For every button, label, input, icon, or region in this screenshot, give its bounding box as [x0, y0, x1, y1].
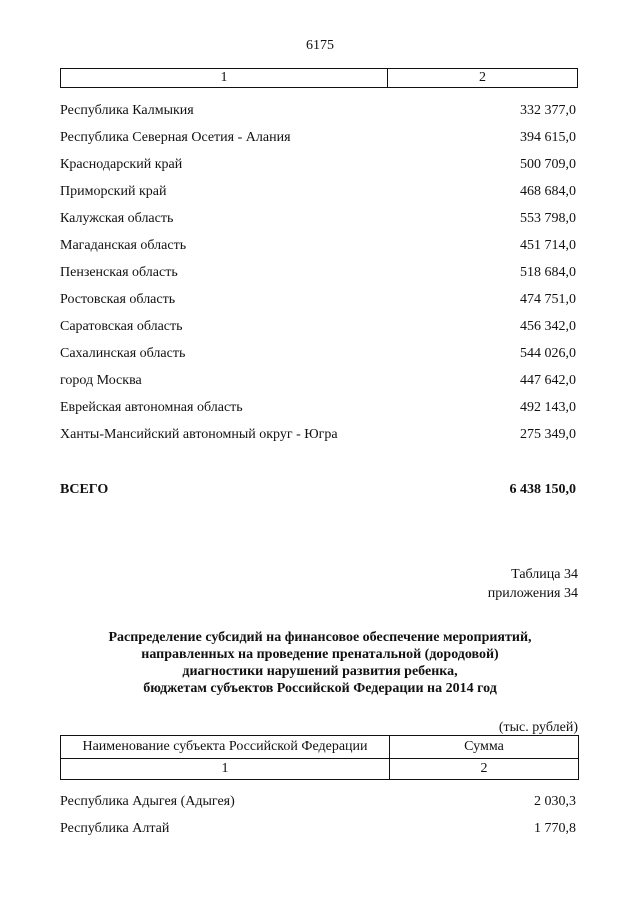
row-value: 474 751,0: [520, 292, 576, 307]
table-row: [60, 792, 576, 812]
row-name: Саратовская область: [60, 319, 183, 334]
total-row: [60, 480, 576, 500]
row-value: 447 642,0: [520, 373, 576, 388]
row-name: Республика Калмыкия: [60, 103, 194, 118]
title-line: бюджетам субъектов Российской Федерации на 2014 год: [143, 681, 497, 696]
table-number: Таблица 34: [511, 567, 578, 582]
row-value: 468 684,0: [520, 184, 576, 199]
row-value: 394 615,0: [520, 130, 576, 145]
row-value: 332 377,0: [520, 103, 576, 118]
row-name: Республика Алтай: [60, 821, 170, 836]
row-name: Краснодарский край: [60, 157, 183, 172]
table-row: [60, 182, 576, 202]
table-row: [60, 819, 576, 839]
second-table-header: [60, 735, 579, 780]
row-name: Приморский край: [60, 184, 167, 199]
row-value: 544 026,0: [520, 346, 576, 361]
row-name: Пензенская область: [60, 265, 178, 280]
table-title: [60, 629, 580, 697]
row-name: город Москва: [60, 373, 142, 388]
units-note: (тыс. рублей): [498, 720, 578, 735]
row-name: Еврейская автономная область: [60, 400, 243, 415]
row-name: Ханты-Мансийский автономный округ - Югра: [60, 427, 338, 442]
table-row: [60, 317, 576, 337]
total-value: 6 438 150,0: [509, 482, 576, 497]
second-col2-number: 2: [390, 759, 579, 780]
table-row: [60, 425, 576, 445]
row-name: Магаданская область: [60, 238, 187, 253]
table-row: [60, 236, 576, 256]
header-amount: Сумма: [390, 736, 579, 759]
row-name: Ростовская область: [60, 292, 176, 307]
appendix-number: приложения 34: [487, 586, 578, 601]
table-row: [60, 398, 576, 418]
row-name: Республика Северная Осетия - Алания: [60, 130, 291, 145]
table-row: [60, 128, 576, 148]
row-value: 1 770,8: [534, 821, 576, 836]
row-value: 518 684,0: [520, 265, 576, 280]
top-col2-number: 2: [388, 69, 578, 88]
title-line: Распределение субсидий на финансовое обеспечение мероприятий,: [108, 630, 532, 645]
total-label: ВСЕГО: [60, 482, 109, 497]
row-value: 553 798,0: [520, 211, 576, 226]
top-col1-number: 1: [61, 69, 388, 88]
page-number: 6175: [306, 38, 334, 53]
row-value: 500 709,0: [520, 157, 576, 172]
table-row: [60, 263, 576, 283]
row-value: 275 349,0: [520, 427, 576, 442]
row-value: 2 030,3: [534, 794, 576, 809]
table-row: [60, 209, 576, 229]
table-row: [60, 371, 576, 391]
title-line: направленных на проведение пренатальной (дородовой): [141, 647, 499, 662]
row-value: 451 714,0: [520, 238, 576, 253]
top-table-header: [60, 68, 578, 88]
header-subject: Наименование субъекта Российской Федерации: [61, 736, 390, 759]
row-name: Республика Адыгея (Адыгея): [60, 794, 235, 809]
row-name: Калужская область: [60, 211, 174, 226]
table-row: [60, 290, 576, 310]
table-row: [60, 155, 576, 175]
row-value: 456 342,0: [520, 319, 576, 334]
second-col1-number: 1: [61, 759, 390, 780]
row-value: 492 143,0: [520, 400, 576, 415]
row-name: Сахалинская область: [60, 346, 186, 361]
table-row: [60, 101, 576, 121]
title-line: диагностики нарушений развития ребенка,: [182, 664, 458, 679]
table-row: [60, 344, 576, 364]
